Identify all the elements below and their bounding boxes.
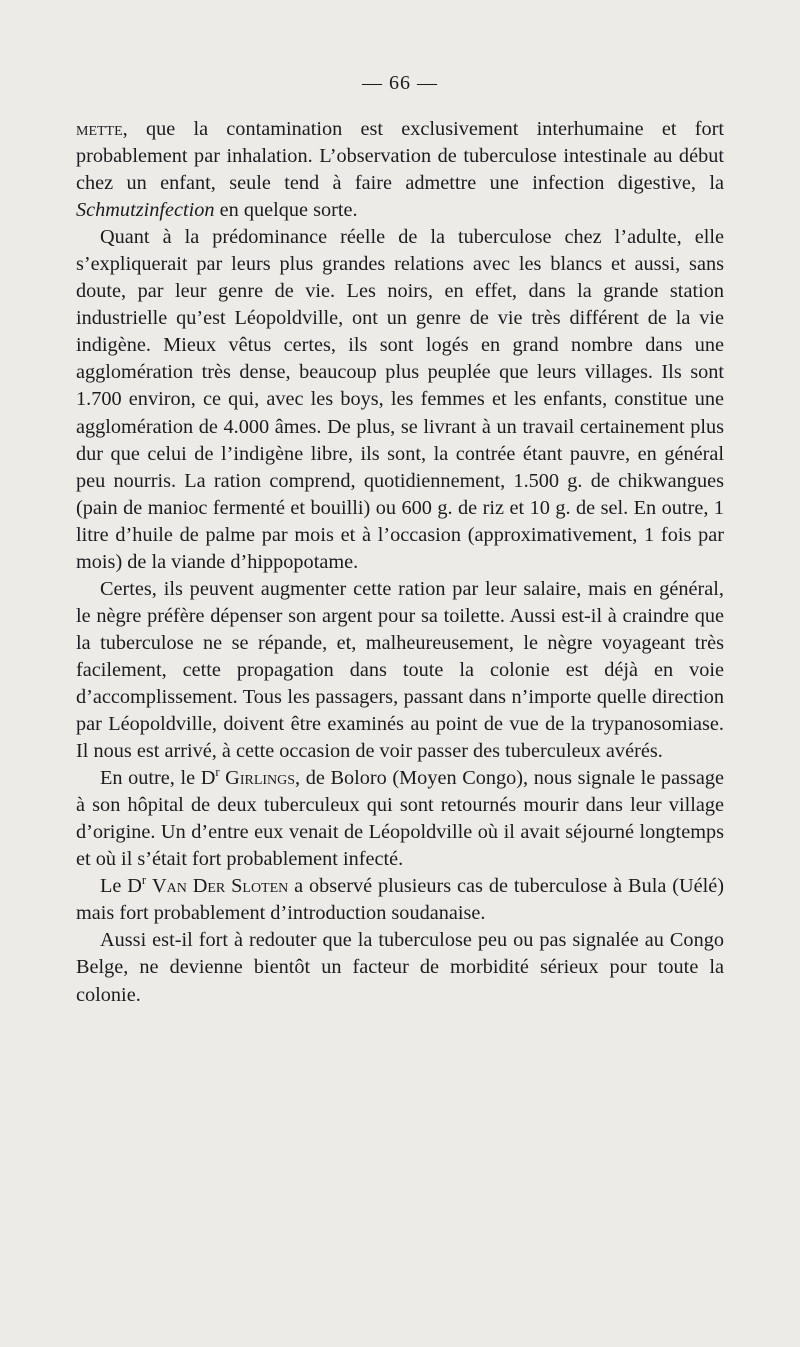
person-name: Girlings (225, 767, 296, 790)
text-run: a observé plusieurs cas de tuberculose à Bula (Uélé) mais fort probablement d’introduction soudanaise. (76, 875, 725, 925)
text-run: Le D (100, 875, 142, 898)
text-run: en quelque sorte. (214, 199, 358, 222)
superscript: r (215, 765, 220, 780)
text-run: , de Boloro (Moyen Congo), nous signale le passage à son hôpital de deux tuberculeux qui sont retournés mourir dans leur village d’origine. Un d’entre eux venait de Léopoldville où il avait séjourné longtemps et où il s’était fort probablement infecté. (76, 767, 724, 871)
text-run: , que la contamination est exclusivement interhumaine et fort probablement par inhalation. L’observation de tuberculose intestinale au début chez un enfant, seule tend à faire admettre une infection digestive, la (76, 118, 724, 195)
italic-term: Schmutzinfection (76, 199, 215, 222)
smallcaps-word: mette (76, 118, 123, 140)
body-text (76, 116, 724, 1009)
paragraph-4 (76, 765, 724, 873)
page-number: — 66 — (362, 72, 438, 94)
superscript: r (141, 873, 147, 888)
paragraph-1 (76, 116, 724, 224)
paragraph-2: Quant à la prédominance réelle de la tuberculose chez l’adulte, elle s’expliquerait par leurs plus grandes relations avec les blancs et aussi, sans doute, par leur genre de vie. Les noirs, en effet, dans la grande station industrielle qu’est Léopoldville, ont un genre de vie très différent de la vie indigène. Mieux vêtus certes, ils sont logés en grand nombre dans une agglomération très dense, beaucoup plus peuplée que leurs villages. Ils sont 1.700 environ, ce qui, avec les boys, les femmes et les enfants, constitue une agglomération de 4.000 âmes. De plus, se livrant à un travail certainement plus dur que celui de l’indigène libre, ils sont, la contrée étant pauvre, en général peu nourris. La ration comprend, quotidiennement, 1.500 g. de chikwangues (pain de manioc fermenté et bouilli) ou 600 g. de riz et 10 g. de sel. En outre, 1 litre d’huile de palme par mois et à l’occasion (approximativement, 1 fois par mois) de la viande d’hippopotame. (76, 226, 724, 573)
person-name: Van Der Sloten (151, 875, 289, 898)
paragraph-5 (76, 873, 724, 927)
paragraph-6: Aussi est-il fort à redouter que la tuberculose peu ou pas signalée au Congo Belge, ne devienne bientôt un facteur de morbidité sérieux pour toute la colonie. (76, 929, 724, 1006)
paragraph-3: Certes, ils peuvent augmenter cette ration par leur salaire, mais en général, le nègre préfère dépenser son argent pour sa toilette. Aussi est-il à craindre que la tuberculose ne se répande, et, malheureusement, le nègre voyageant très facilement, cette propagation dans toute la colonie est déjà en voie d’accomplissement. Tous les passagers, passant dans n’importe quelle direction par Léopoldville, doivent être examinés au point de vue de la trypanosomiase. Il nous est arrivé, à cette occasion de voir passer des tuberculeux avérés. (76, 577, 724, 763)
text-run: En outre, le D (100, 767, 216, 790)
